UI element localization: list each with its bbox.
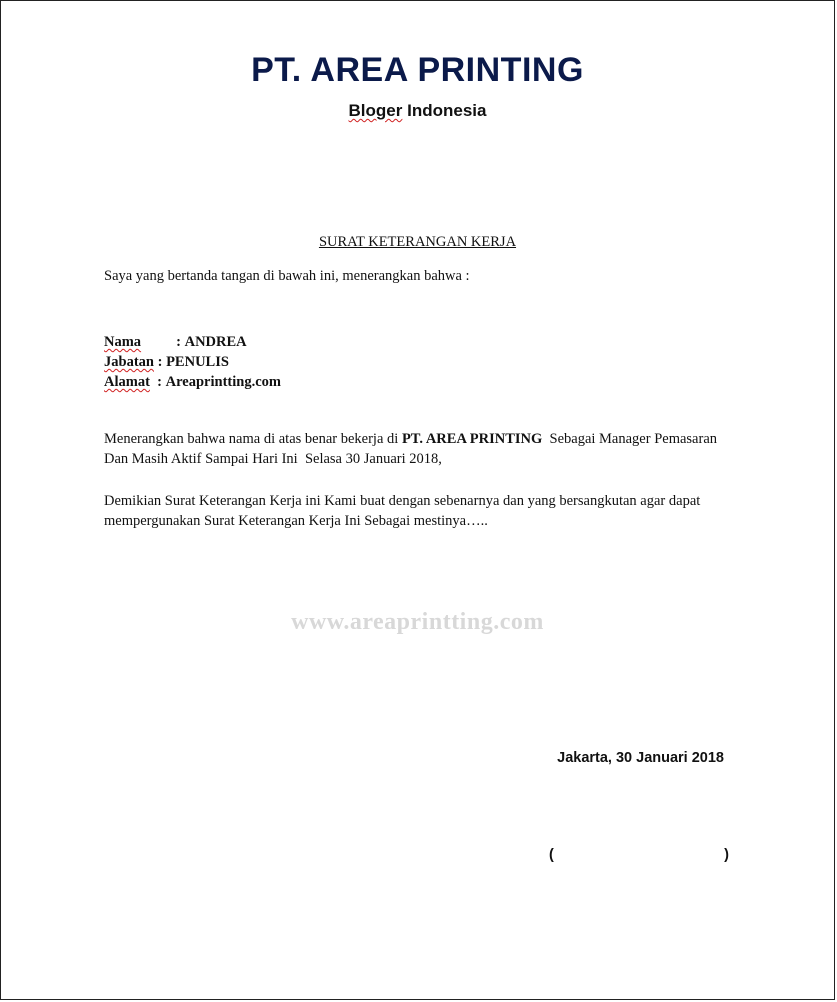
field-value: Areaprintting.com — [165, 374, 281, 390]
field-label: Alamat — [104, 374, 150, 390]
field-value: ANDREA — [184, 334, 247, 350]
signature-close-paren: ) — [724, 847, 729, 863]
document-title: SURAT KETERANGAN KERJA — [318, 234, 517, 250]
statement-paragraph — [104, 429, 724, 469]
company-name-text: PT. AREA PRINTING — [251, 51, 584, 89]
subtitle-word-2: Indonesia — [407, 101, 487, 120]
signature-placeholder — [549, 847, 729, 863]
intro-paragraph: Saya yang bertanda tangan di bawah ini, menerangkan bahwa : — [104, 268, 470, 284]
field-separator: : — [158, 334, 185, 350]
subtitle — [1, 101, 834, 121]
field-label: Jabatan — [104, 354, 154, 370]
field-label: Nama — [104, 334, 142, 350]
watermark: www.areaprintting.com — [291, 609, 544, 635]
subtitle-word-1: Bloger — [348, 101, 403, 120]
statement-company: PT. AREA PRINTING — [401, 431, 543, 447]
field-row-position — [104, 352, 724, 372]
field-separator: : — [153, 354, 167, 370]
company-name — [1, 51, 834, 90]
field-row-address — [104, 372, 724, 392]
closing-paragraph: Demikian Surat Keterangan Kerja ini Kami buat dengan sebenarnya dan yang bersangkutan agar dapat mempergunakan Surat Keterangan Kerja Ini Sebagai mestinya….. — [104, 493, 701, 529]
field-row-name — [104, 332, 724, 352]
field-value: PENULIS — [166, 354, 229, 370]
statement-text-before: Menerangkan bahwa nama di atas benar bekerja di — [104, 431, 402, 447]
field-separator: : — [149, 374, 166, 390]
place-date: Jakarta, 30 Januari 2018 — [557, 750, 724, 766]
statement-text-after: Sebagai Manager Pemasaran Dan Masih Aktif Sampai Hari Ini Selasa 30 Januari 2018, — [104, 431, 721, 467]
employee-fields — [104, 332, 724, 392]
signature-open-paren: ( — [549, 847, 554, 863]
